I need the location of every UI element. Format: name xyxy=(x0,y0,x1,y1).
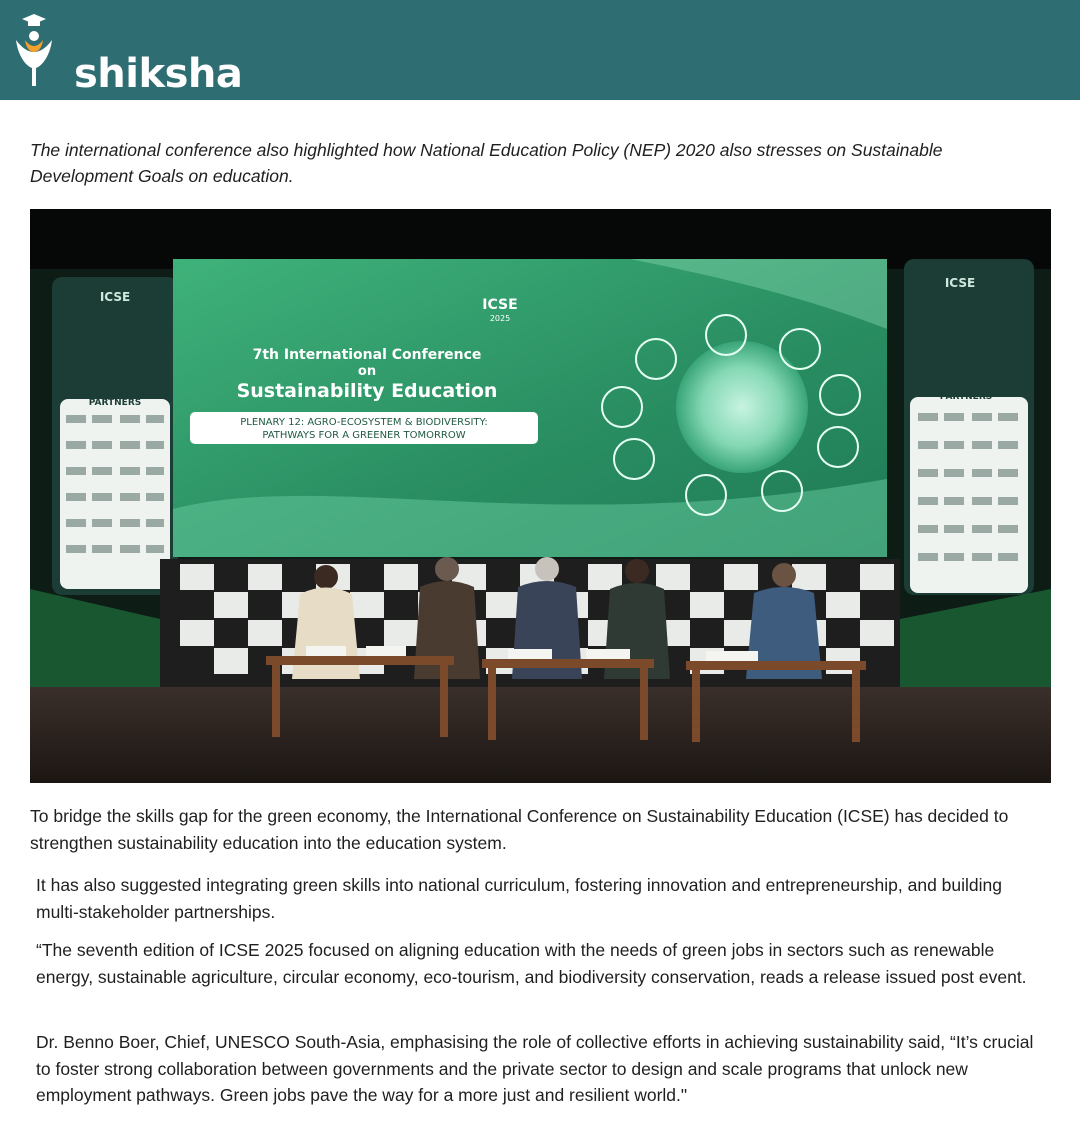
left-banner-logo: ICSE xyxy=(99,290,131,304)
brand-name: shiksha xyxy=(74,51,243,97)
right-banner-logo: ICSE xyxy=(944,276,976,290)
left-banner-partners: PARTNERS xyxy=(88,398,142,408)
conference-photo xyxy=(30,209,1051,783)
article-paragraph-1: To bridge the skills gap for the green economy, the International Conference on Sustainability Education (ICSE) has decided to strengthen sustainability education into the education system. xyxy=(30,806,1009,853)
screen-plenary-line-1: PLENARY 12: AGRO-ECOSYSTEM & BIODIVERSITY: xyxy=(240,417,488,428)
right-banner-partners: PARTNERS xyxy=(939,392,993,402)
screen-year: 2025 xyxy=(489,314,511,323)
globe-graphic xyxy=(676,341,808,473)
site-header xyxy=(0,0,1080,100)
screen-plenary-line-2: PATHWAYS FOR A GREENER TOMORROW xyxy=(262,430,466,441)
screen-title-line-1: 7th International Conference xyxy=(252,347,482,363)
article-paragraph-3: “The seventh edition of ICSE 2025 focused on aligning education with the needs of green jobs in sectors such as renewable energy, sustainable agriculture, circular economy, eco-tourism, and biodiversity conservation, reads a release issued post event. xyxy=(36,940,1027,987)
screen-title-line-2: on xyxy=(357,364,377,379)
shiksha-logo[interactable] xyxy=(12,10,243,97)
screen-title-line-3: Sustainability Education xyxy=(236,380,498,402)
article-paragraph-4: Dr. Benno Boer, Chief, UNESCO South-Asia, emphasising the role of collective efforts in achieving sustainability said, “It’s crucial to foster strong collaboration between governments and the private sector to design and scale programs that unlock new employment pathways. Green jobs pave the way for a more just and resilient world." xyxy=(36,1032,1034,1105)
intro-paragraph: The international conference also highlighted how National Education Policy (NEP) 2020 also stresses on Sustainable Development Goals on education. xyxy=(30,140,943,186)
screen-logo: ICSE xyxy=(482,297,518,313)
article-paragraph-2: It has also suggested integrating green skills into national curriculum, fostering innovation and entrepreneurship, and building multi-stakeholder partnerships. xyxy=(36,875,1003,922)
graduation-cap-figure-icon xyxy=(12,10,72,92)
